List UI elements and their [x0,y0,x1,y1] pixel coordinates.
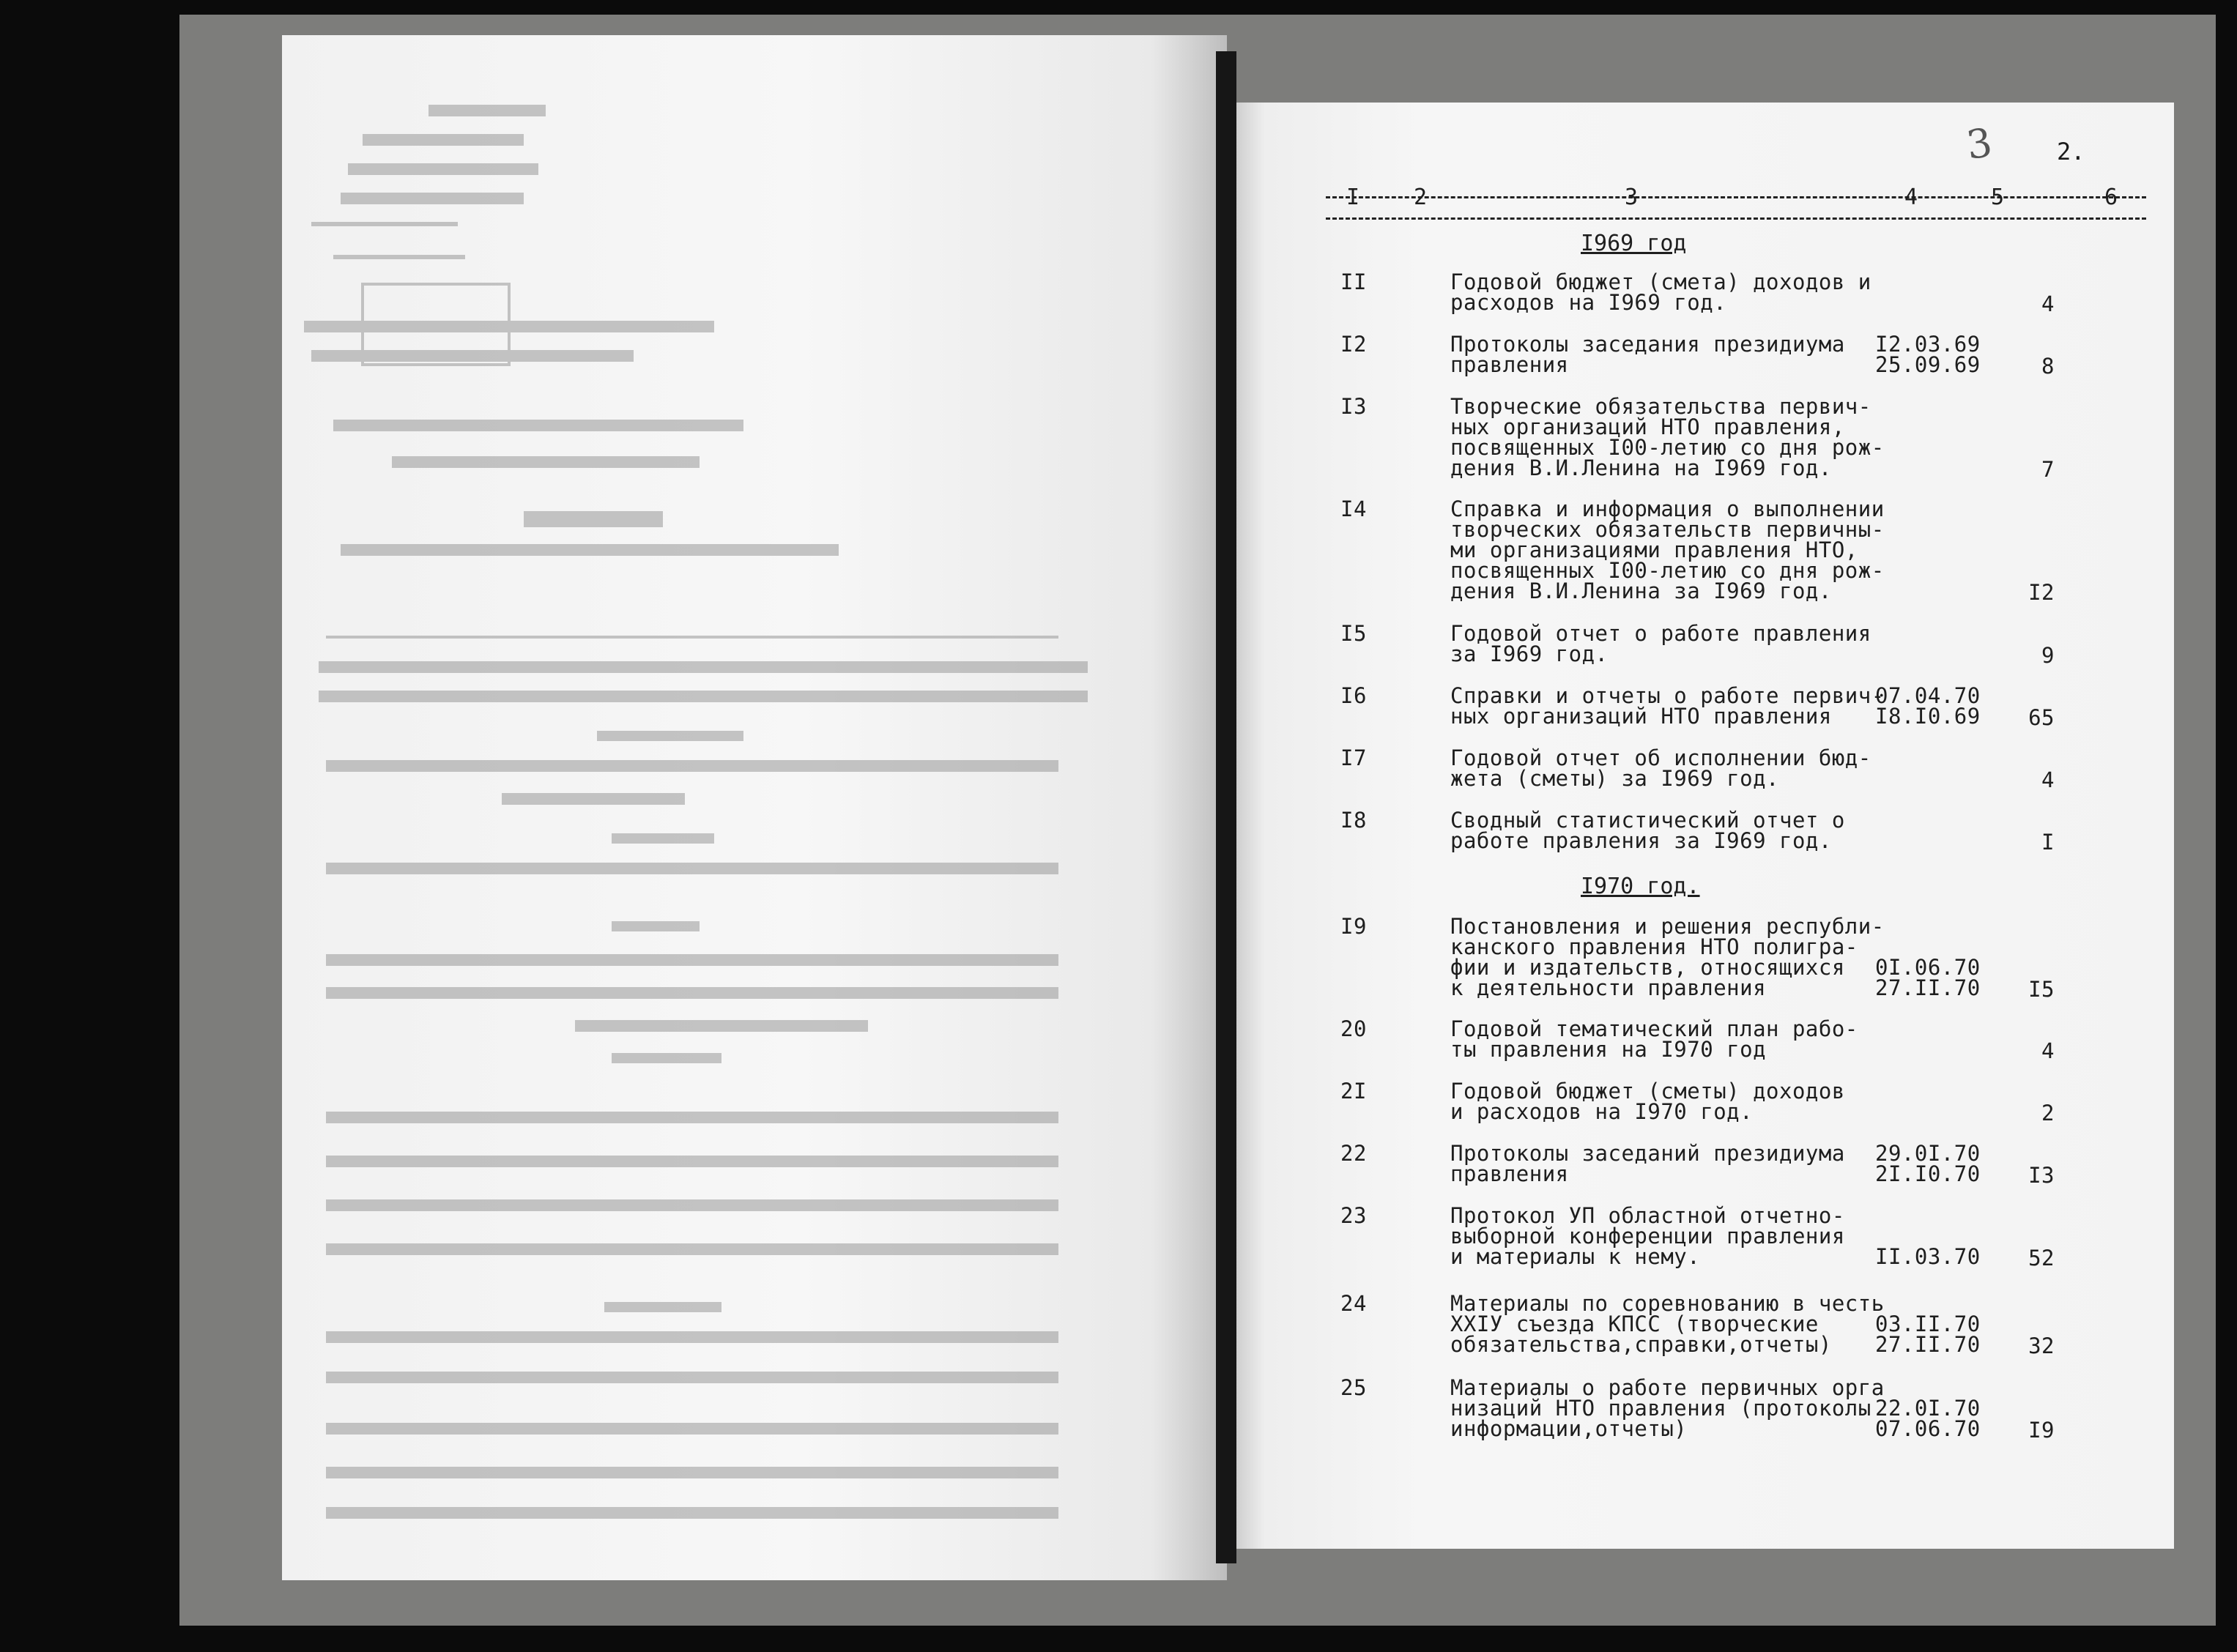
row-title-line: Справки и отчеты о работе первич- [1450,683,1885,708]
row-pages: 4 [2041,1038,2055,1063]
ghost-stroke [575,1020,868,1032]
ghost-stroke [326,636,1058,639]
ghost-stroke [326,863,1058,874]
row-date: II.03.70 [1875,1244,1981,1269]
row-date: 22.0I.70 [1875,1396,1981,1421]
row-title-line: Годовой бюджет (сметы) доходов [1450,1079,1845,1104]
row-date: 07.06.70 [1875,1416,1981,1441]
row-title-line: ты правления на I970 год [1450,1037,1767,1062]
row-date: 25.09.69 [1875,352,1981,377]
row-title-line: выборной конференции правления [1450,1224,1845,1249]
row-title-line: ных организаций НТО правления [1450,704,1832,729]
row-pages: 4 [2041,291,2055,316]
header-col-3: 3 [1625,185,1639,210]
row-title-line: дения В.И.Ленина за I969 год. [1450,578,1832,603]
row-title-line: дения В.И.Ленина на I969 год. [1450,455,1832,480]
ghost-stroke [333,255,465,259]
row-number: 23 [1340,1203,1367,1228]
row-title-line: ми организациями правления НТО, [1450,537,1858,562]
row-number: I8 [1340,808,1367,833]
row-number: 20 [1340,1016,1367,1041]
row-title-line: канского правления НТО полигра- [1450,934,1858,959]
ghost-stroke [326,1467,1058,1478]
ghost-stroke [326,1372,1058,1383]
row-date: 0I.06.70 [1875,955,1981,980]
row-number: I2 [1340,332,1367,357]
ghost-stroke [612,833,714,844]
row-pages: I3 [2028,1163,2055,1188]
row-pages: 9 [2041,643,2055,668]
row-title-line: посвященных I00-летию со дня рож- [1450,435,1885,460]
ghost-stroke [326,1243,1058,1255]
row-title-line: Справка и информация о выполнении [1450,496,1885,521]
header-rule-bottom [1326,217,2146,220]
row-number: 24 [1340,1291,1367,1316]
row-pages: 4 [2041,767,2055,792]
row-title-line: посвященных I00-летию со дня рож- [1450,558,1885,583]
ghost-stroke [326,954,1058,966]
row-number: 22 [1340,1141,1367,1166]
ghost-stroke [363,134,524,146]
ghost-stroke [319,661,1088,673]
header-rule-top [1326,196,2146,198]
row-date: 03.II.70 [1875,1311,1981,1336]
ghost-stroke [612,1053,721,1063]
row-number: I3 [1340,394,1367,419]
row-title-line: обязательства,справки,отчеты) [1450,1332,1832,1357]
handwritten-page-mark: 3 [1963,119,1995,169]
row-number: I4 [1340,496,1367,521]
row-pages: I5 [2028,977,2055,1002]
ghost-stroke [597,731,743,741]
row-title-line: низаций НТО правления (протоколы [1450,1396,1871,1421]
ghost-stroke [392,456,700,468]
row-pages: 8 [2041,354,2055,379]
row-date: I2.03.69 [1875,332,1981,357]
ghost-stroke [502,793,685,805]
row-pages: 7 [2041,457,2055,482]
row-pages: 32 [2028,1333,2055,1358]
row-title-line: работе правления за I969 год. [1450,828,1832,853]
ghost-stroke [319,691,1088,702]
row-pages: 2 [2041,1101,2055,1125]
header-col-4: 4 [1904,185,1918,210]
row-title-line: фии и издательств, относящихся [1450,955,1845,980]
row-date: 27.II.70 [1875,975,1981,1000]
ghost-stroke [341,193,524,204]
row-pages: 52 [2028,1246,2055,1270]
ghost-stroke [326,1112,1058,1123]
row-date: 07.04.70 [1875,683,1981,708]
ghost-stroke [333,420,743,431]
row-pages: 65 [2028,705,2055,730]
row-number: 2I [1340,1079,1367,1104]
row-number: II [1340,269,1367,294]
show-through-text-ghost [282,35,1227,1580]
ghost-stroke [311,222,458,226]
row-number: I7 [1340,745,1367,770]
row-pages: I2 [2028,580,2055,605]
row-title-line: Протоколы заседаний президиума [1450,1141,1845,1166]
row-date: I8.I0.69 [1875,704,1981,729]
row-title-line: Материалы по соревнованию в честь [1450,1291,1885,1316]
row-title-line: правления [1450,352,1569,377]
row-title-line: Годовой отчет об исполнении бюд- [1450,745,1871,770]
row-title-line: информации,отчеты) [1450,1416,1688,1441]
ghost-stroke [524,511,663,527]
row-title-line: Материалы о работе первичных орга [1450,1375,1885,1400]
row-date: 27.II.70 [1875,1332,1981,1357]
ghost-stroke [326,760,1058,772]
ghost-stroke [612,921,700,931]
ghost-stroke [348,163,538,175]
ghost-stroke [326,1331,1058,1343]
row-title-line: Творческие обязательства первич- [1450,394,1871,419]
ghost-stroke [311,350,634,362]
ghost-stroke [326,1156,1058,1167]
ghost-stroke [326,1423,1058,1435]
header-col-1: I [1346,185,1360,210]
row-title-line: правления [1450,1161,1569,1186]
ghost-stroke [429,105,546,116]
section-year-heading: I969 год [1581,231,1687,256]
row-number: I9 [1340,914,1367,939]
row-pages: I9 [2028,1418,2055,1443]
row-title-line: жета (сметы) за I969 год. [1450,766,1779,791]
row-title-line: Постановления и решения республи- [1450,914,1885,939]
row-title-line: творческих обязательств первичны- [1450,517,1885,542]
header-col-2: 2 [1414,185,1428,210]
book-gutter [1216,51,1236,1563]
page-number: 2. [2057,138,2085,165]
row-date: 2I.I0.70 [1875,1161,1981,1186]
row-number: 25 [1340,1375,1367,1400]
ghost-stroke [604,1302,721,1312]
row-title-line: Протокол УП областной отчетно- [1450,1203,1845,1228]
ghost-stroke [304,321,714,332]
row-title-line: и расходов на I970 год. [1450,1099,1754,1124]
left-page-reverse-side [282,35,1227,1580]
section-year-heading: I970 год. [1581,874,1700,899]
header-col-5: 5 [1991,185,2005,210]
row-title-line: Годовой тематический план рабо- [1450,1016,1858,1041]
ghost-stroke [326,1507,1058,1519]
ghost-stroke [326,1199,1058,1211]
ghost-stroke [326,987,1058,999]
row-title-line: и материалы к нему. [1450,1244,1701,1269]
header-col-6: 6 [2104,185,2118,210]
row-title-line: за I969 год. [1450,641,1609,666]
row-title-line: расходов на I969 год. [1450,290,1727,315]
row-title-line: к деятельности правления [1450,975,1767,1000]
row-title-line: Годовой бюджет (смета) доходов и [1450,269,1871,294]
row-number: I5 [1340,621,1367,646]
row-title-line: Протоколы заседания президиума [1450,332,1845,357]
row-pages: I [2041,830,2055,855]
row-number: I6 [1340,683,1367,708]
row-title-line: ных организаций НТО правления, [1450,414,1845,439]
row-title-line: Сводный статистический отчет о [1450,808,1845,833]
row-date: 29.0I.70 [1875,1141,1981,1166]
row-title-line: XXIУ съезда КПСС (творческие [1450,1311,1819,1336]
row-title-line: Годовой отчет о работе правления [1450,621,1871,646]
ghost-stroke [341,544,839,556]
